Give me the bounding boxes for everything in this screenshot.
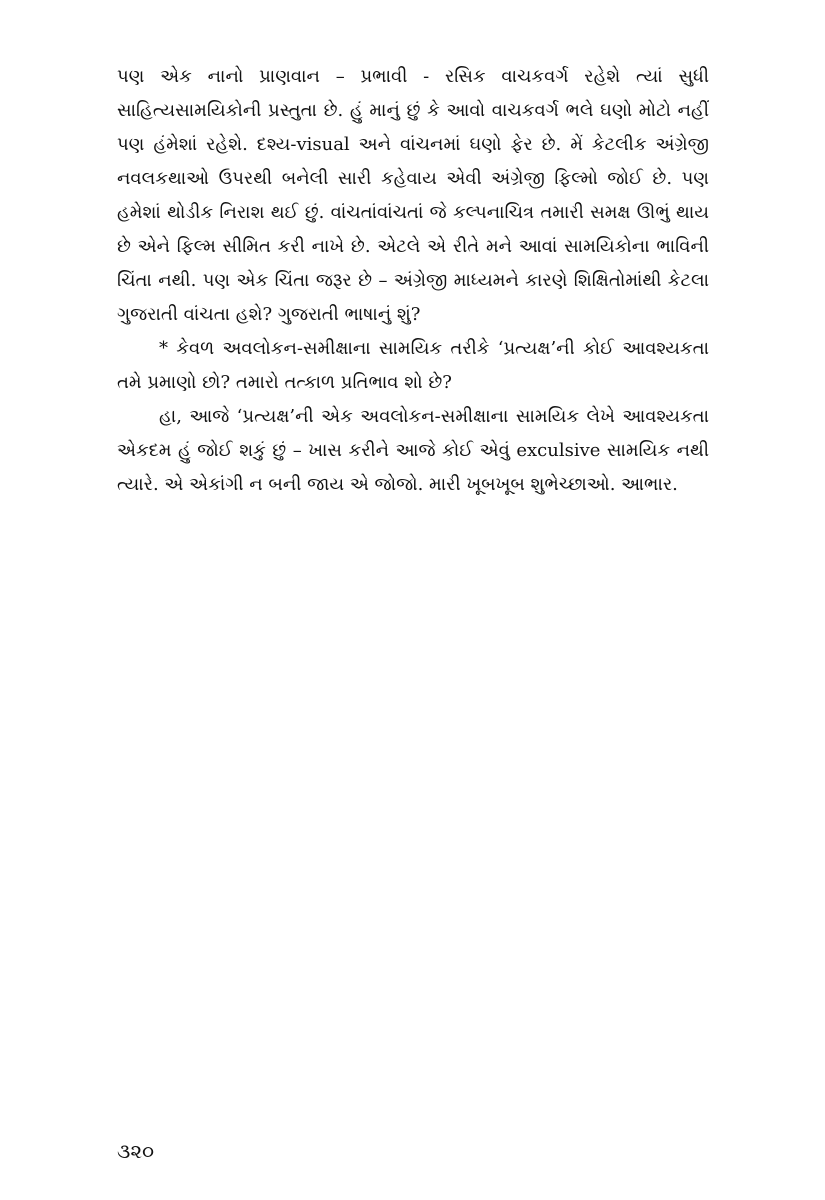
body-text bbox=[117, 60, 709, 502]
paragraph: પણ એક નાનો પ્રાણવાન – પ્રભાવી - રસિક વાચકવર્ગ રહેશે ત્યાં સુધી સાહિત્યસામયિકોની પ્રસ્તુતા છે. હું માનું છું કે આવો વાચકવર્ગ ભલે ઘણો મોટો નહીં પણ હંમેશાં રહેશે. દશ્ય-visual અને વાંચનમાં ઘણો ફેર છે. મેં કેટલીક અંગ્રેજી નવલકથાઓ ઉપરથી બનેલી સારી કહેવાય એવી અંગ્રેજી ફિલ્મો જોઈ છે. પણ હમેશાં થોડીક નિરાશ થઈ છું. વાંચતાંવાંચતાં જે કલ્પનાચિત્ર તમારી સમક્ષ ઊભું થાય છે એને ફિલ્મ સીમિત કરી નાખે છે. એટલે એ રીતે મને આવાં સામયિકોના ભાવિની ચિંતા નથી. પણ એક ચિંતા જરૂર છે – અંગ્રેજી માધ્યમને કારણે શિક્ષિતોમાંથી કેટલા ગુજરાતી વાંચતા હશે? ગુજરાતી ભાષાનું શું? bbox=[117, 66, 709, 325]
question-paragraph: * કેવળ અવલોકન-સમીક્ષાના સામયિક તરીકે ‘પ્રત્યક્ષ’ની કોઈ આવશ્યકતા તમે પ્રમાણો છો? તમારો તત્કાળ પ્રતિભાવ શો છે? bbox=[117, 338, 709, 393]
page-number: ૩૨૦ bbox=[117, 1139, 155, 1163]
answer-paragraph: હા, આજે ‘પ્રત્યક્ષ’ની એક અવલોકન-સમીક્ષાના સામયિક લેખે આવશ્યકતા એકદમ હું જોઈ શકું છું – ખાસ કરીને આજે કોઈ એવું exculsive સામયિક નથી ત્યારે. એ એકાંગી ન બની જાય એ જોજો. મારી ખૂબખૂબ શુભેચ્છાઓ. આભાર. bbox=[117, 406, 709, 495]
